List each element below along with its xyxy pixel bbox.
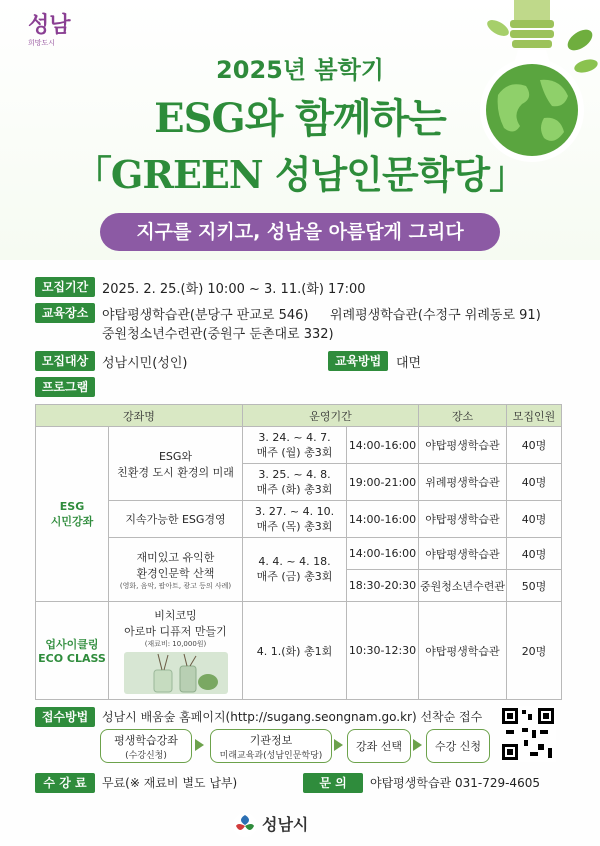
- course-env-humanities: 재미있고 유익한 환경인문학 산책 (영화, 음악, 팝아트, 광고 등의 사례): [109, 538, 243, 602]
- place-cell: 야탑평생학습관: [419, 501, 507, 538]
- course-aroma-diffuser: 비치코밍 아로마 디퓨저 만들기 (재료비: 10,000원): [109, 602, 243, 700]
- arrow-icon: [413, 739, 422, 751]
- apply-value: 성남시 배움숲 홈페이지(http://sugang.seongnam.go.kr) 선착순 접수: [102, 710, 483, 724]
- period-cell: 3. 25. ~ 4. 8. 매주 (화) 총3회: [243, 464, 347, 501]
- fee-label: 수 강 료: [35, 773, 95, 793]
- group-esg: ESG 시민강좌: [36, 427, 109, 602]
- group-upcycle: 업사이클링 ECO CLASS: [36, 602, 109, 700]
- apply-label: 접수방법: [35, 707, 95, 727]
- subtitle-banner: 지구를 지키고, 성남을 아름답게 그리다: [100, 213, 500, 251]
- count-cell: 50명: [507, 570, 562, 602]
- time-cell: 10:30-12:30: [347, 602, 419, 700]
- arrow-icon: [195, 739, 204, 751]
- time-cell: 19:00-21:00: [347, 464, 419, 501]
- contact-label: 문 의: [303, 773, 363, 793]
- contact-value: 야탑평생학습관 031-729-4605: [370, 776, 540, 790]
- place-cell: 중원청소년수련관: [419, 570, 507, 602]
- method-label: 교육방법: [328, 351, 388, 371]
- table-row: [36, 427, 562, 464]
- arrow-icon: [334, 739, 343, 751]
- step-select-course: 강좌 선택: [347, 729, 411, 763]
- header-count: 모집인원: [507, 405, 562, 427]
- logo-mark: 성남: [28, 13, 71, 38]
- place-cell: 위례평생학습관: [419, 464, 507, 501]
- main-title-line1: ESG와 함께하는: [154, 95, 446, 142]
- step-institution-info: 기관정보 미래교육과(성남인문학당): [210, 729, 332, 763]
- count-cell: 40명: [507, 501, 562, 538]
- header-place: 장소: [419, 405, 507, 427]
- time-cell: 14:00-16:00: [347, 538, 419, 570]
- diffuser-photo: [124, 652, 228, 694]
- program-label: 프로그램: [35, 377, 95, 397]
- qr-code-icon[interactable]: [500, 706, 556, 762]
- time-cell: 14:00-16:00: [347, 501, 419, 538]
- header-course: 강좌명: [36, 405, 243, 427]
- period-value: 2025. 2. 25.(화) 10:00 ~ 3. 11.(화) 17:00: [102, 282, 366, 297]
- semester-title: 2025년 봄학기: [216, 56, 384, 84]
- place-label: 교육장소: [35, 303, 95, 323]
- place-cell: 야탑평생학습관: [419, 602, 507, 700]
- target-value: 성남시민(성인): [102, 356, 188, 371]
- period-cell: 3. 24. ~ 4. 7. 매주 (월) 총3회: [243, 427, 347, 464]
- step-lifelong-course: 평생학습강좌 (수강신청): [100, 729, 192, 763]
- table-header-row: [36, 405, 562, 427]
- logo-text: 희망도시: [28, 39, 56, 47]
- table-row: [36, 538, 562, 570]
- time-cell: 18:30-20:30: [347, 570, 419, 602]
- count-cell: 40명: [507, 427, 562, 464]
- period-cell: 4. 1.(화) 총1회: [243, 602, 347, 700]
- place-cell: 야탑평생학습관: [419, 427, 507, 464]
- method-value: 대면: [396, 356, 422, 371]
- place-2: 위례평생학습관(수정구 위례동로 91): [330, 308, 541, 323]
- place-1: 야탑평생학습관(분당구 판교로 546): [102, 308, 309, 323]
- table-row: [36, 602, 562, 700]
- period-cell: 3. 27. ~ 4. 10. 매주 (목) 총3회: [243, 501, 347, 538]
- city-name: 성남시: [262, 815, 309, 834]
- header-period: 운영기간: [243, 405, 419, 427]
- period-cell: 4. 4. ~ 4. 18. 매주 (금) 총3회: [243, 538, 347, 602]
- count-cell: 20명: [507, 602, 562, 700]
- place-cell: 야탑평생학습관: [419, 538, 507, 570]
- count-cell: 40명: [507, 464, 562, 501]
- table-row: [36, 501, 562, 538]
- fee-value: 무료(※ 재료비 별도 납부): [102, 776, 238, 790]
- place-3: 중원청소년수련관(중원구 둔촌대로 332): [102, 327, 334, 342]
- count-cell: 40명: [507, 538, 562, 570]
- seongnam-emblem-icon: [232, 812, 258, 838]
- target-label: 모집대상: [35, 351, 95, 371]
- course-sustainable-esg: 지속가능한 ESG경영: [109, 501, 243, 538]
- period-label: 모집기간: [35, 277, 95, 297]
- step-enroll: 수강 신청: [426, 729, 490, 763]
- time-cell: 14:00-16:00: [347, 427, 419, 464]
- course-esg-future: ESG와 친환경 도시 환경의 미래: [109, 427, 243, 501]
- main-title-line2: 「GREEN 성남인문학당」: [73, 152, 527, 197]
- program-table: [35, 404, 562, 700]
